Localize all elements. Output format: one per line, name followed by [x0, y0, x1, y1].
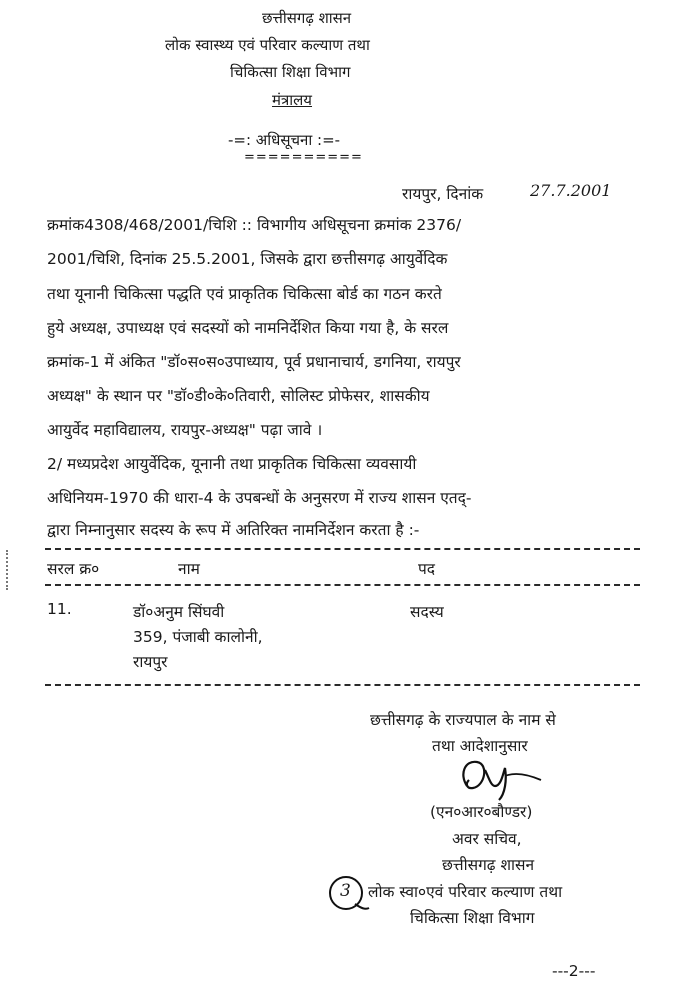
- table-bottom-rule: [45, 684, 640, 686]
- table-header-sr: सरल क्र०: [47, 560, 100, 578]
- para1-line-4: हुये अध्यक्ष, उपाध्यक्ष एवं सदस्यों को नामनिर्देशित किया गया है, के सरल: [47, 319, 449, 337]
- govt-heading: छत्तीसगढ़ शासन: [262, 9, 352, 27]
- notification-title: -=: अधिसूचना :=-: [228, 131, 341, 149]
- closing-line-1: छत्तीसगढ़ के राज्यपाल के नाम से: [370, 711, 556, 729]
- closing-line-2: तथा आदेशानुसार: [432, 737, 528, 755]
- para1-line-6: अध्यक्ष" के स्थान पर "डॉ०डी०के०तिवारी, सोलिस्ट प्रोफेसर, शासकीय: [47, 387, 430, 405]
- signatory-office-1: छत्तीसगढ़ शासन: [442, 856, 535, 874]
- circled-number: 3: [340, 881, 351, 901]
- table-header-rule: [45, 584, 640, 586]
- table-row-name: डॉ०अनुम सिंघवी: [133, 603, 225, 621]
- para1-line-2: 2001/चिशि, दिनांक 25.5.2001, जिसके द्वारा छत्तीसगढ़ आयुर्वेदिक: [47, 250, 448, 268]
- signature: [455, 756, 545, 802]
- table-header-post: पद: [418, 560, 436, 578]
- para1-line-5: क्रमांक-1 में अंकित "डॉ०स०स०उपाध्याय, पूर्व प्रधानाचार्य, डगनिया, रायपुर: [47, 353, 461, 371]
- signatory-office-3: चिकित्सा शिक्षा विभाग: [410, 909, 535, 927]
- table-row-address-1: 359, पंजाबी कालोनी,: [133, 628, 263, 646]
- table-row-post: सदस्य: [410, 603, 444, 621]
- para1-line-7: आयुर्वेद महाविद्यालय, रायपुर-अध्यक्ष" पढ़ा जावे ।: [47, 421, 323, 439]
- para2-line-2: अधिनियम-1970 की धारा-4 के उपबन्धों के अनुसरण में राज्य शासन एतद्-: [47, 489, 472, 507]
- ministry-heading: मंत्रालय: [272, 91, 313, 109]
- para2-line-1: 2/ मध्यप्रदेश आयुर्वेदिक, यूनानी तथा प्राकृतिक चिकित्सा व्यवसायी: [47, 455, 417, 473]
- table-header-name: नाम: [178, 560, 200, 578]
- department-heading-2: चिकित्सा शिक्षा विभाग: [230, 63, 351, 81]
- table-top-rule: [45, 548, 640, 550]
- table-row-address-2: रायपुर: [133, 653, 168, 671]
- date-label: रायपुर, दिनांक: [402, 185, 484, 203]
- para1-line-1: क्रमांक4308/468/2001/चिशि :: विभागीय अधिसूचना क्रमांक 2376/: [47, 216, 462, 234]
- signatory-name: (एन०आर०बौण्डर): [430, 803, 533, 821]
- scan-edge-mark: [6, 550, 8, 590]
- department-heading: लोक स्वास्थ्य एवं परिवार कल्याण तथा: [165, 36, 370, 54]
- signatory-office-2: लोक स्वा०एवं परिवार कल्याण तथा: [368, 883, 563, 901]
- para2-line-3: द्वारा निम्नानुसार सदस्य के रूप में अतिरिक्त नामनिर्देशन करता है :-: [47, 521, 420, 539]
- para1-line-3: तथा यूनानी चिकित्सा पद्धति एवं प्राकृतिक चिकित्सा बोर्ड का गठन करते: [47, 285, 442, 303]
- page-number: ---2---: [552, 962, 596, 980]
- signatory-designation: अवर सचिव,: [452, 830, 522, 848]
- date-value: 27.7.2001: [530, 181, 612, 200]
- table-row-sr: 11.: [47, 600, 72, 618]
- title-underline: ==========: [244, 150, 363, 165]
